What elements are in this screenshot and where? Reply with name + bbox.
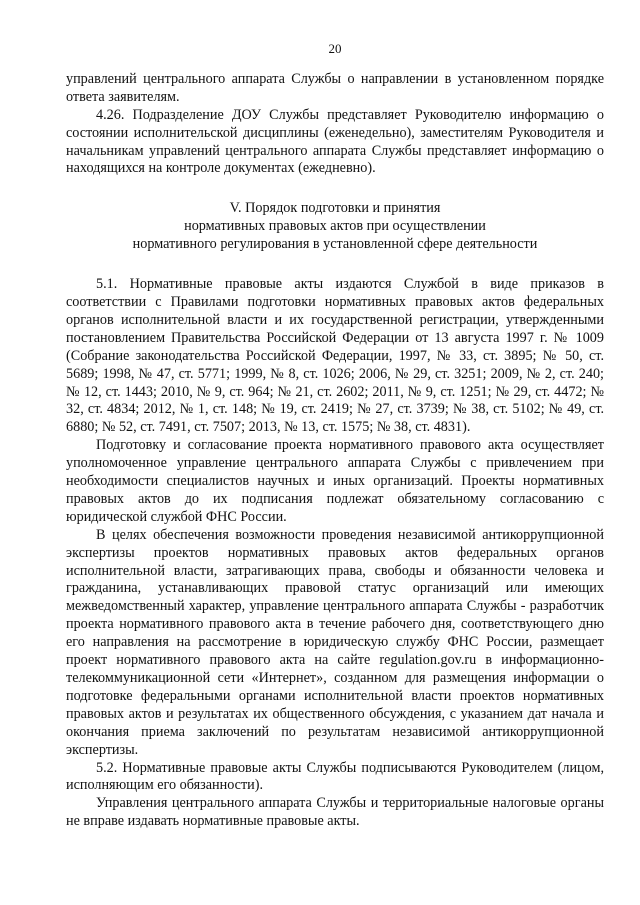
paragraph-5-1: 5.1. Нормативные правовые акты издаются Службой в виде приказов в соответствии с Правилами подготовки нормативных правовых актов федеральных органов исполнительной власти и их государственной регистрации, утвержденными постановлением Правительства Российской Федерации от 13 августа 1997 г. № 1009 (Собрание законодательства Российской Федерации, 1997, № 33, ст. 3895; № 50, ст. 5689; 1998, № 47, ст. 5771; 1999, № 8, ст. 1026; 2006, № 29, ст. 3251; 2009, № 2, ст. 240; № 12, ст. 1443; 2010, № 9, ст. 964; № 21, ст. 2602; 2011, № 9, ст. 1251; № 29, ст. 4472; № 32, ст. 4834; 2012, № 1, ст. 148; № 19, ст. 2419; № 27, ст. 3739; № 38, ст. 5102; № 49, ст. 6880; № 52, ст. 7491, ст. 7507; 2013, № 13, ст. 1575; № 38, ст. 4831).: [66, 276, 604, 436]
page-number: 20: [328, 41, 342, 56]
section-heading-line: нормативного регулирования в установленной сфере деятельности: [132, 236, 538, 253]
paragraph-continuation: управлений центрального аппарата Службы о направлении в установленном порядке ответа заявителям.: [66, 70, 604, 105]
section-heading-line: V. Порядок подготовки и принятия: [229, 200, 441, 217]
paragraph-5-2: 5.2. Нормативные правовые акты Службы подписываются Руководителем (лицом, исполняющим его обязанности).: [66, 759, 604, 794]
paragraph-4-26: 4.26. Подразделение ДОУ Службы представляет Руководителю информацию о состоянии исполнительской дисциплины (еженедельно), заместителям Руководителя и начальникам управлений центрального аппарата Службы представляет информацию о находящихся на контроле документах (ежедневно).: [66, 106, 604, 177]
document-page: [66, 40, 604, 831]
section-heading-line: нормативных правовых актов при осуществлении: [184, 218, 486, 235]
paragraph-anticorruption: В целях обеспечения возможности проведения независимой антикоррупционной экспертизы проектов нормативных правовых актов федеральных органов исполнительной власти, затрагивающих права, свободы и обязанности человека и гражданина, устанавливающих правовой статус организаций или имеющих межведомственный характер, управление центрального аппарата Службы - разработчик проекта нормативного правового акта в течение рабочего дня, соответствующего дню его направления на рассмотрение в юридическую службу ФНС России, размещает проект нормативного правового акта на сайте regulation.gov.ru в информационно-телекоммуникационной сети «Интернет», созданном для размещения информации о подготовке федеральными органами исполнительной власти проектов нормативных правовых актов и результатах их общественного обсуждения, с указанием дат начала и окончания приема заключений по результатам независимой антикоррупционной экспертизы.: [66, 526, 604, 758]
section-heading: [66, 200, 604, 254]
paragraph-preparation: Подготовку и согласование проекта нормативного правового акта осуществляет уполномоченное управление центрального аппарата Службы с привлечением при необходимости специалистов научных и иных организаций. Проекты нормативных правовых актов до их подписания подлежат обязательному согласованию с юридической службой ФНС России.: [66, 437, 604, 525]
paragraph-restriction: Управления центрального аппарата Службы и территориальные налоговые органы не вправе издавать нормативные правовые акты.: [66, 795, 604, 830]
